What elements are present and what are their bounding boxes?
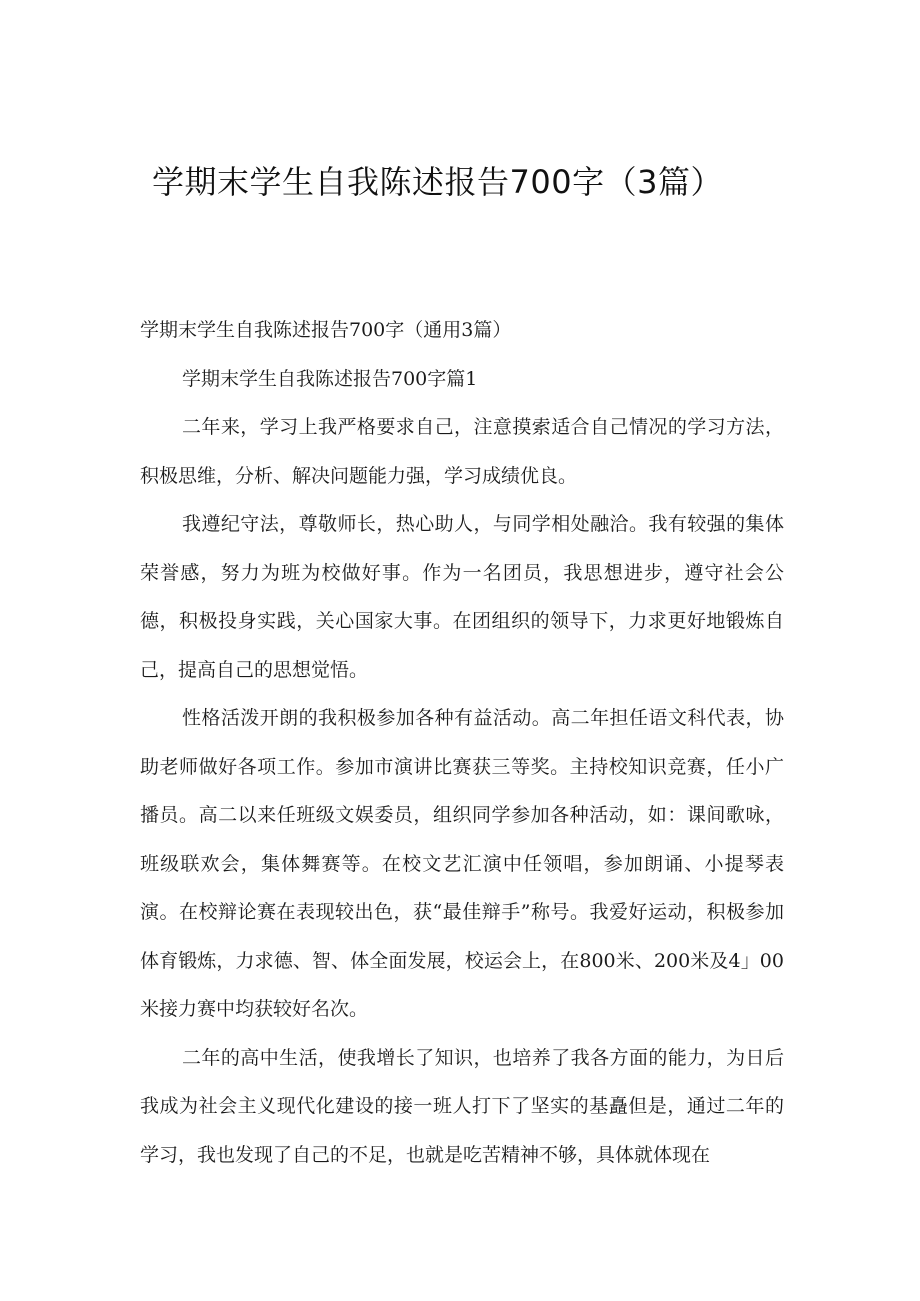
document-title: 学期末学生自我陈述报告700字（3篇） — [152, 163, 723, 201]
document-body — [140, 306, 784, 1179]
paragraph: 我遵纪守法，尊敬师长，热心助人，与同学相处融洽。我有较强的集体荣誉感，努力为班为校做好事。作为一名团员，我思想进步，遵守社会公德，积极投身实践，关心国家大事。在团组织的领导下，力求更好地锻炼自己，提高自己的思想觉悟。 — [140, 513, 784, 681]
paragraph: 二年的高中生活，使我增长了知识，也培养了我各方面的能力，为日后我成为社会主义现代化建设的接一班人打下了坚实的基矗但是，通过二年的学习，我也发现了自己的不足，也就是吃苦精神不够，具体就体现在 — [140, 1046, 784, 1166]
paragraph: 性格活泼开朗的我积极参加各种有益活动。高二年担任语文科代表，协助老师做好各项工作。参加市演讲比赛获三等奖。主持校知识竞赛，任小广播员。高二以来任班级文娱委员，组织同学参加各种活动，如：课间歌咏，班级联欢会，集体舞赛等。在校文艺汇演中任领唱，参加朗诵、小提琴表演。在校辩论赛在表现较出色，获“最佳辩手”称号。我爱好运动，积极参加体育锻炼，力求德、智、体全面发展，校运会上，在800米、200米及4」00米接力赛中均获较好名次。 — [140, 707, 784, 1020]
section-heading: 学期末学生自我陈述报告700字篇1 — [182, 367, 478, 390]
document-subtitle: 学期末学生自我陈述报告700字（通用3篇） — [140, 319, 512, 341]
paragraph: 二年来，学习上我严格要求自己，注意摸索适合自己情况的学习方法，积极思维，分析、解决问题能力强，学习成绩优良。 — [140, 416, 784, 487]
